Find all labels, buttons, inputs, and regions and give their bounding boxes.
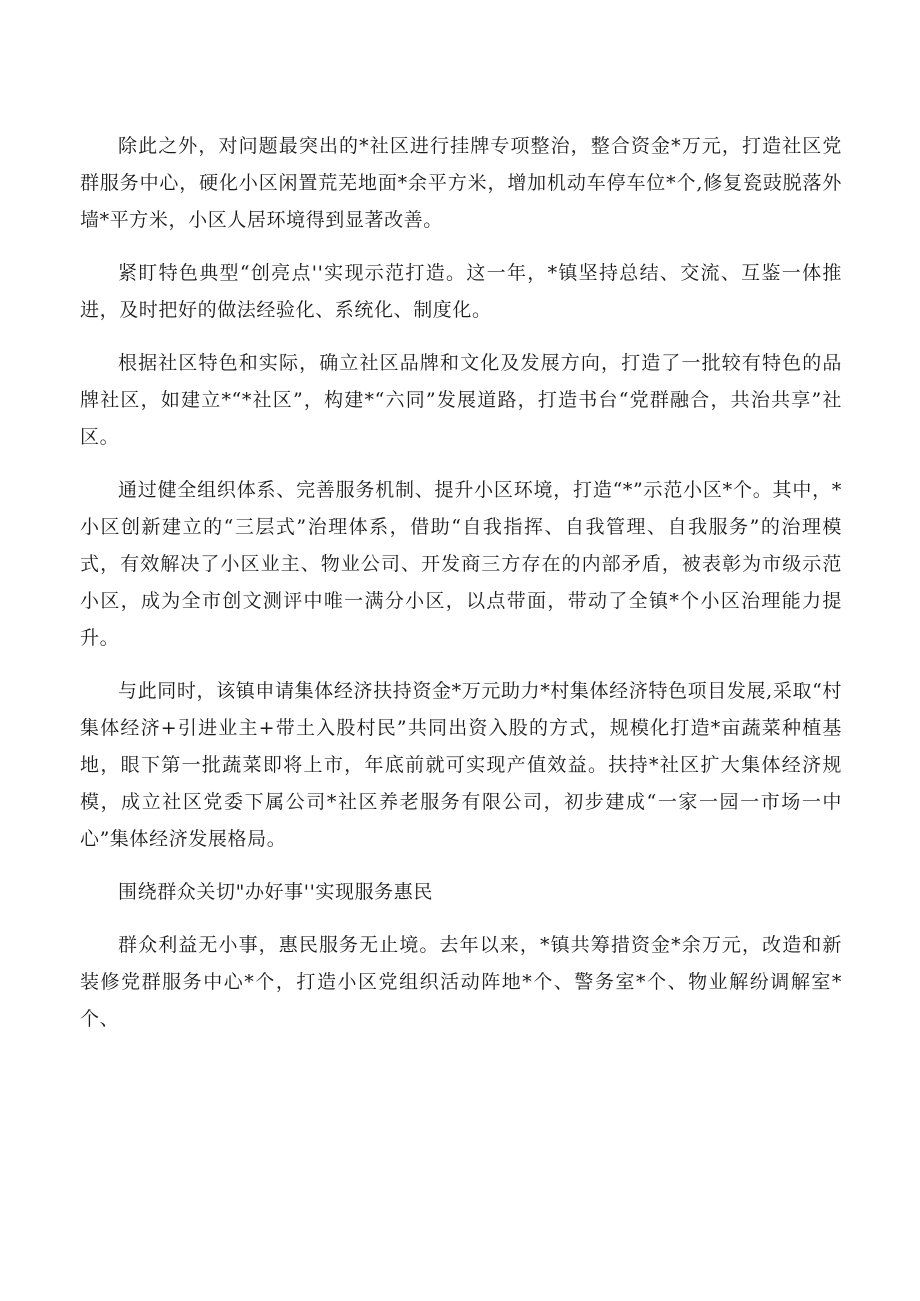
paragraph-3: 根据社区特色和实际，确立社区品牌和文化及发展方向，打造了一批较有特色的品牌社区，如建立*“*社区”，构建*“六同”发展道路，打造书台“党群融合，共治共享”社区。 (80, 352, 842, 448)
paragraph-1: 除此之外，对问题最突出的*社区进行挂牌专项整治，整合资金*万元，打造社区党群服务中心，硬化小区闲置荒芜地面*余平方米，增加机动车停车位*个,修复瓷豉脱落外墙*平方米，小区人居环境得到显著改善。 (80, 135, 842, 231)
document-body (80, 128, 842, 1054)
paragraph-6: 群众利益无小事，惠民服务无止境。去年以来，*镇共筹措资金*余万元，改造和新装修党群服务中心*个，打造小区党组织活动阵地*个、警务室*个、物业解纷调解室*个、 (80, 934, 842, 1030)
section-heading: 围绕群众关切"办好事''实现服务惠民 (118, 881, 433, 903)
paragraph-4: 通过健全组织体系、完善服务机制、提升小区环境，打造“*”示范小区*个。其中，*小区创新建立的“三层式”治理体系，借助“自我指挥、自我管理、自我服务”的治理模式，有效解决了小区业主、物业公司、开发商三方存在的内部矛盾，被表彰为市级示范小区，成为全市创文测评中唯一满分小区，以点带面，带动了全镇*个小区治理能力提升。 (80, 479, 842, 649)
paragraph-5: 与此同时，该镇申请集体经济扶持资金*万元助力*村集体经济特色项目发展,采取“村集体经济+引进业主+带土入股村民”共同出资入股的方式，规模化打造*亩蔬菜种植基地，眼下第一批蔬菜即将上市，年底前就可实现产值效益。扶持*社区扩大集体经济规模，成立社区党委下属公司*社区养老服务有限公司，初步建成“一家一园一市场一中心”集体经济发展格局。 (80, 680, 842, 850)
paragraph-2: 紧盯特色典型“创亮点''实现示范打造。这一年，*镇坚持总结、交流、互鉴一体推进，及时把好的做法经验化、系统化、制度化。 (80, 262, 842, 321)
